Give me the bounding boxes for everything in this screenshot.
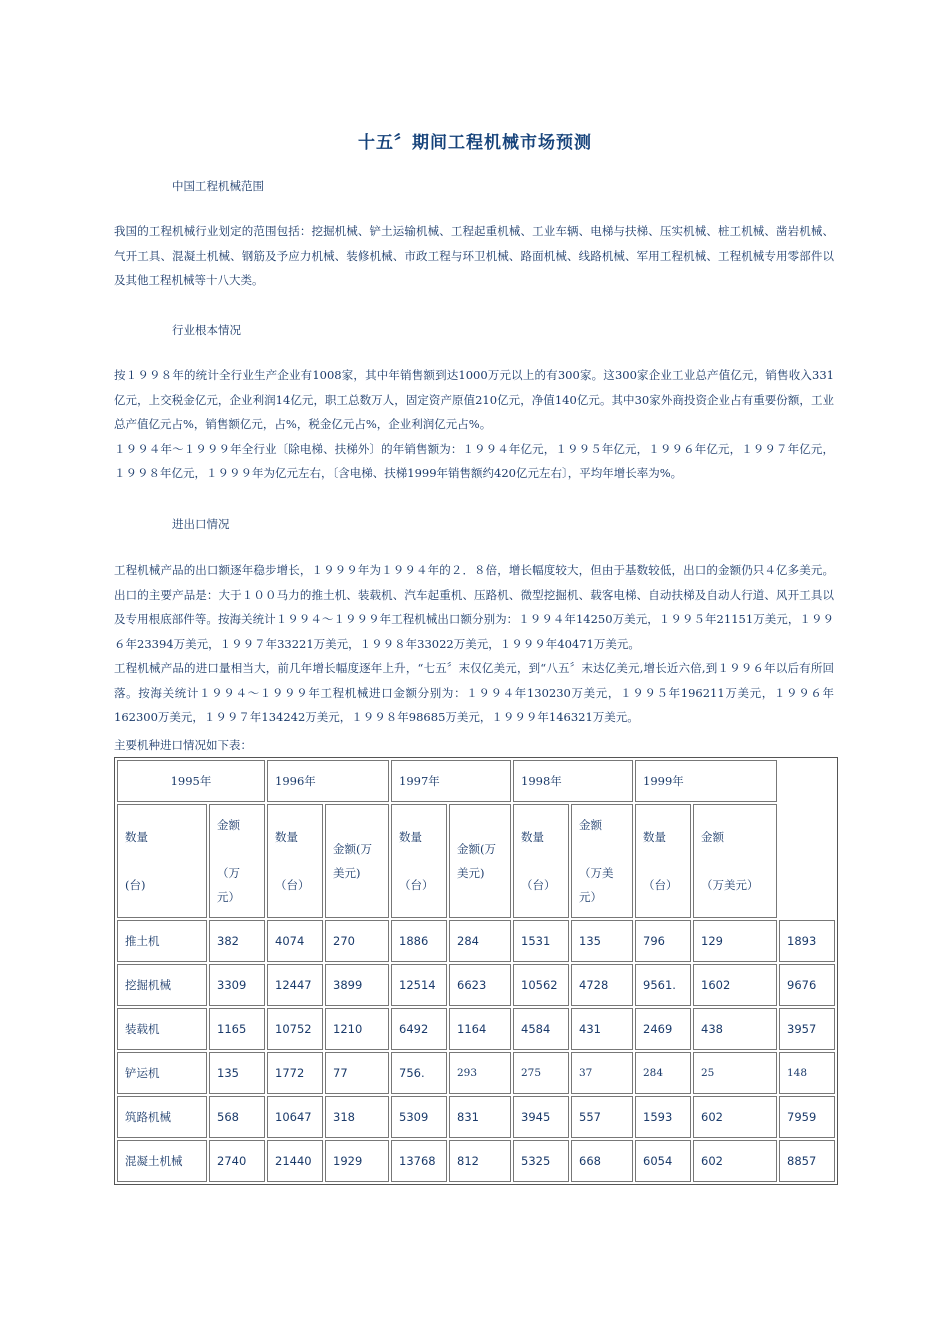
- table-cell: 10752: [267, 1008, 323, 1050]
- table-cell: 4728: [571, 964, 633, 1006]
- row-label: 装载机: [117, 1008, 207, 1050]
- table-cell: 284: [449, 920, 511, 962]
- table-cell: 668: [571, 1140, 633, 1182]
- unit-header: 数量 （台）: [513, 804, 569, 918]
- table-cell: 284: [635, 1052, 691, 1094]
- year-header: 1998年: [513, 760, 633, 802]
- paragraph-text: 按１９９８年的统计全行业生产企业有1008家，其中年销售额到达1000万元以上的有300家。这300家企业工业总产值亿元，销售收入331亿元，上交税金亿元，企业利润14亿元，职工总数万人，固定资产原值210亿元，净值140亿元。其中30家外商投资企业占有重要份额，工业总产值亿元占%，销售额亿元，占%，税金亿元占%，企业利润亿元占%。: [114, 368, 834, 431]
- unit-header: 数量 （台）: [635, 804, 691, 918]
- paragraph-basic: [114, 363, 834, 486]
- table-cell: 1593: [635, 1096, 691, 1138]
- table-cell: 1165: [209, 1008, 265, 1050]
- paragraph-trade: [114, 558, 834, 730]
- table-cell: 431: [571, 1008, 633, 1050]
- table-cell: 6623: [449, 964, 511, 1006]
- table-cell: 557: [571, 1096, 633, 1138]
- table-cell: 12514: [391, 964, 447, 1006]
- table-cell: 293: [449, 1052, 511, 1094]
- table-cell: 4584: [513, 1008, 569, 1050]
- empty-cell: [779, 804, 835, 918]
- unit-header: 金额(万 美元): [325, 804, 389, 918]
- table-cell: 5325: [513, 1140, 569, 1182]
- table-cell: 21440: [267, 1140, 323, 1182]
- table-unit-row: [117, 804, 835, 918]
- table-row: [117, 920, 835, 962]
- table-cell: 1893: [779, 920, 835, 962]
- table-cell: 796: [635, 920, 691, 962]
- table-cell: 756.: [391, 1052, 447, 1094]
- paragraph-scope: [114, 219, 834, 293]
- table-cell: 148: [779, 1052, 835, 1094]
- import-table: [114, 757, 838, 1185]
- table-row: [117, 964, 835, 1006]
- table-cell: 77: [325, 1052, 389, 1094]
- table-cell: 1210: [325, 1008, 389, 1050]
- year-header: 1997年: [391, 760, 511, 802]
- table-cell: 831: [449, 1096, 511, 1138]
- unit-header: 金额 （万美元）: [693, 804, 777, 918]
- table-cell: 275: [513, 1052, 569, 1094]
- table-row: [117, 1096, 835, 1138]
- table-cell: 8857: [779, 1140, 835, 1182]
- table-cell: 382: [209, 920, 265, 962]
- table-cell: 3899: [325, 964, 389, 1006]
- table-cell: 1929: [325, 1140, 389, 1182]
- table-cell: 602: [693, 1140, 777, 1182]
- table-cell: 1602: [693, 964, 777, 1006]
- table-cell: 6492: [391, 1008, 447, 1050]
- section-heading-trade: 进出口情况: [172, 517, 230, 531]
- paragraph-text: 工程机械产品的进口量相当大，前几年增长幅度逐年上升，“七五〞末仅亿美元，到“八五〞末达亿美元,增长近六倍,到１９９６年以后有所回落。按海关统计１９９４～１９９９年工程机械进口金额分别为：１９９４年130230万美元，１９９５年196211万美元，１９９６年162300万美元，１９９７年134242万美元，１９９８年98685万美元，１９９９年146321万美元。: [114, 661, 834, 724]
- row-label: 混凝土机械: [117, 1140, 207, 1182]
- row-label: 筑路机械: [117, 1096, 207, 1138]
- row-label: 挖掘机械: [117, 964, 207, 1006]
- unit-header: 金额(万 美元): [449, 804, 511, 918]
- table-cell: 3945: [513, 1096, 569, 1138]
- section-heading-scope: 中国工程机械范围: [172, 179, 264, 193]
- table-cell: 1772: [267, 1052, 323, 1094]
- table-cell: 129: [693, 920, 777, 962]
- unit-header: 数量 （台）: [391, 804, 447, 918]
- unit-header: 数量 （台）: [267, 804, 323, 918]
- table-row: [117, 1140, 835, 1182]
- table-cell: 270: [325, 920, 389, 962]
- table-cell: 3309: [209, 964, 265, 1006]
- table-cell: 25: [693, 1052, 777, 1094]
- unit-header: 金额 （万元）: [209, 804, 265, 918]
- table-cell: 318: [325, 1096, 389, 1138]
- table-cell: 438: [693, 1008, 777, 1050]
- year-header: 1996年: [267, 760, 389, 802]
- unit-header: 金额 （万美 元）: [571, 804, 633, 918]
- table-cell: 4074: [267, 920, 323, 962]
- table-cell: 12447: [267, 964, 323, 1006]
- table-cell: 10647: [267, 1096, 323, 1138]
- unit-header: 数量 (台): [117, 804, 207, 918]
- paragraph-text: 工程机械产品的出口额逐年稳步增长，１９９９年为１９９４年的２．８倍，增长幅度较大，但由于基数较低，出口的金额仍只４亿多美元。出口的主要产品是：大于１００马力的推土机、装载机、汽车起重机、压路机、微型挖掘机、载客电梯、自动扶梯及自动人行道、风开工具以及专用根底部件等。按海关统计１９９４～１９９９年工程机械出口额分别为：１９９４年14250万美元，１９９５年21151万美元，１９９６年23394万美元，１９９７年33221万美元，１９９８年33022万美元，１９９９年40471万美元。: [114, 563, 834, 651]
- table-cell: 2740: [209, 1140, 265, 1182]
- table-cell: 1164: [449, 1008, 511, 1050]
- table-cell: 13768: [391, 1140, 447, 1182]
- table-cell: 9561.: [635, 964, 691, 1006]
- table-row: [117, 1008, 835, 1050]
- table-cell: 3957: [779, 1008, 835, 1050]
- page-title: 十五〞期间工程机械市场预测: [358, 133, 592, 153]
- paragraph-text: １９９４年～１９９９年全行业〔除电梯、扶梯外〕的年销售额为：１９９４年亿元，１９９５年亿元，１９９６年亿元，１９９７年亿元，１９９８年亿元，１９９９年为亿元左右，〔含电梯、扶梯1999年销售额约420亿元左右〕，平均年增长率为%。: [114, 441, 834, 480]
- table-cell: 135: [571, 920, 633, 962]
- year-header: 1999年: [635, 760, 777, 802]
- table-row: [117, 1052, 835, 1094]
- table-cell: 10562: [513, 964, 569, 1006]
- table-cell: 6054: [635, 1140, 691, 1182]
- row-label: 铲运机: [117, 1052, 207, 1094]
- table-cell: 1886: [391, 920, 447, 962]
- empty-cell: [779, 760, 835, 802]
- table-cell: 5309: [391, 1096, 447, 1138]
- table-year-row: [117, 760, 835, 802]
- table-caption: 主要机种进口情况如下表：: [114, 738, 252, 752]
- row-label: 推土机: [117, 920, 207, 962]
- year-header: 1995年: [117, 760, 265, 802]
- table-cell: 37: [571, 1052, 633, 1094]
- table-cell: 812: [449, 1140, 511, 1182]
- table-cell: 135: [209, 1052, 265, 1094]
- table-cell: 9676: [779, 964, 835, 1006]
- table-cell: 568: [209, 1096, 265, 1138]
- table-cell: 2469: [635, 1008, 691, 1050]
- paragraph-text: 我国的工程机械行业划定的范围包括：挖掘机械、铲土运输机械、工程起重机械、工业车辆、电梯与扶梯、压实机械、桩工机械、凿岩机械、气开工具、混凝土机械、钢筋及予应力机械、装修机械、市政工程与环卫机械、路面机械、线路机械、军用工程机械、工程机械专用零部件以及其他工程机械等十八大类。: [114, 224, 834, 287]
- section-heading-basic: 行业根本情况: [172, 323, 241, 337]
- table-cell: 7959: [779, 1096, 835, 1138]
- table-cell: 1531: [513, 920, 569, 962]
- table-cell: 602: [693, 1096, 777, 1138]
